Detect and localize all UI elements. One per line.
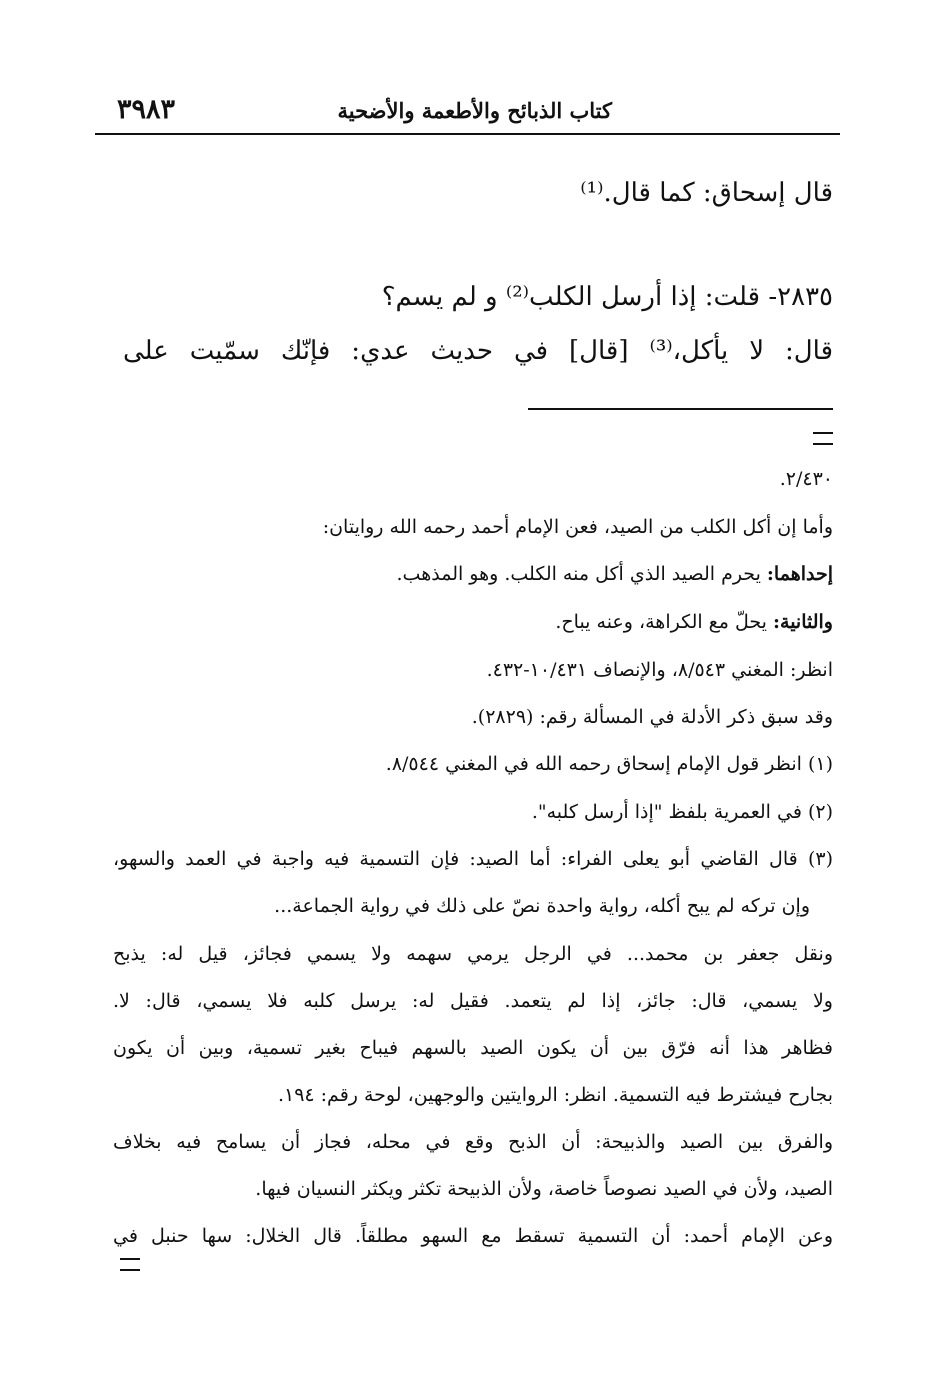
footnote-line: وأما إن أكل الكلب من الصيد، فعن الإمام أحمد رحمه الله روايتان: bbox=[322, 516, 833, 538]
main-line-3: قال: لا يأكل،⁽³⁾ [قال] في حديث عدي: فإنّك سمّيت على bbox=[123, 336, 833, 366]
footnote-continuation-ref: ٢/٤٣٠. bbox=[779, 468, 833, 490]
footnote-text: يحرم الصيد الذي أكل منه الكلب. وهو المذهب. bbox=[396, 563, 767, 585]
footnote-line: انظر: المغني ٨/٥٤٣، والإنصاف ١٠/٤٣١-٤٣٢. bbox=[486, 659, 833, 681]
header-rule bbox=[95, 133, 840, 135]
running-header-title: كتاب الذبائح والأطعمة والأضحية bbox=[337, 98, 612, 123]
main-line-2: ٢٨٣٥- قلت: إذا أرسل الكلب⁽²⁾ و لم يسم؟ bbox=[381, 282, 833, 312]
footnote-2: (٢) في العمرية بلفظ "إذا أرسل كلبه". bbox=[531, 801, 833, 823]
footnote-separator bbox=[528, 408, 833, 410]
continuation-mark-top bbox=[813, 432, 833, 445]
continuation-mark-bottom bbox=[120, 1258, 140, 1271]
footnote-3-line: فظاهر هذا أنه فرّق بين أن يكون الصيد بالسهم فيباح بغير تسمية، وبين أن يكون bbox=[113, 1037, 833, 1059]
footnote-3-line: وإن تركه لم يبح أكله، رواية واحدة نصّ على ذلك في رواية الجماعة... bbox=[274, 895, 810, 917]
footnote-3-line: بجارح فيشترط فيه التسمية. انظر: الروايتين والوجهين، لوحة رقم: ١٩٤. bbox=[277, 1084, 833, 1106]
footnote-3-line: الصيد، ولأن في الصيد نصوصاً خاصة، ولأن الذبيحة تكثر ويكثر النسيان فيها. bbox=[255, 1178, 833, 1200]
page-number: ٣٩٨٣ bbox=[117, 94, 176, 125]
footnote-line: وقد سبق ذكر الأدلة في المسألة رقم: (٢٨٢٩). bbox=[471, 706, 833, 728]
footnote-bold-term: إحداهما: bbox=[766, 563, 833, 585]
footnote-3-line: ولا يسمي، قال: جائز، إذا لم يتعمد. فقيل له: يرسل كلبه فلا يسمي، قال: لا. bbox=[113, 990, 833, 1012]
footnote-3-line: والفرق بين الصيد والذبيحة: أن الذبح وقع في محله، فجاز أن يسامح فيه بخلاف bbox=[113, 1131, 833, 1153]
footnote-3-line: (٣) قال القاضي أبو يعلى الفراء: أما الصيد: فإن التسمية فيه واجبة في العمد والسهو، bbox=[113, 848, 833, 870]
footnote-line bbox=[555, 611, 833, 633]
footnote-bold-term: والثانية: bbox=[773, 611, 833, 633]
footnote-line bbox=[397, 563, 833, 585]
footnote-3-line: وعن الإمام أحمد: أن التسمية تسقط مع السهو مطلقاً. قال الخلال: سها حنبل في bbox=[113, 1225, 833, 1247]
main-line-1: قال إسحاق: كما قال.⁽¹⁾ bbox=[580, 178, 833, 208]
footnote-text: يحلّ مع الكراهة، وعنه يباح. bbox=[555, 611, 773, 633]
footnote-3-line: ونقل جعفر بن محمد... في الرجل يرمي سهمه ولا يسمي فجائز، قيل له: يذبح bbox=[113, 943, 833, 965]
footnote-1: (١) انظر قول الإمام إسحاق رحمه الله في المغني ٨/٥٤٤. bbox=[385, 753, 833, 775]
